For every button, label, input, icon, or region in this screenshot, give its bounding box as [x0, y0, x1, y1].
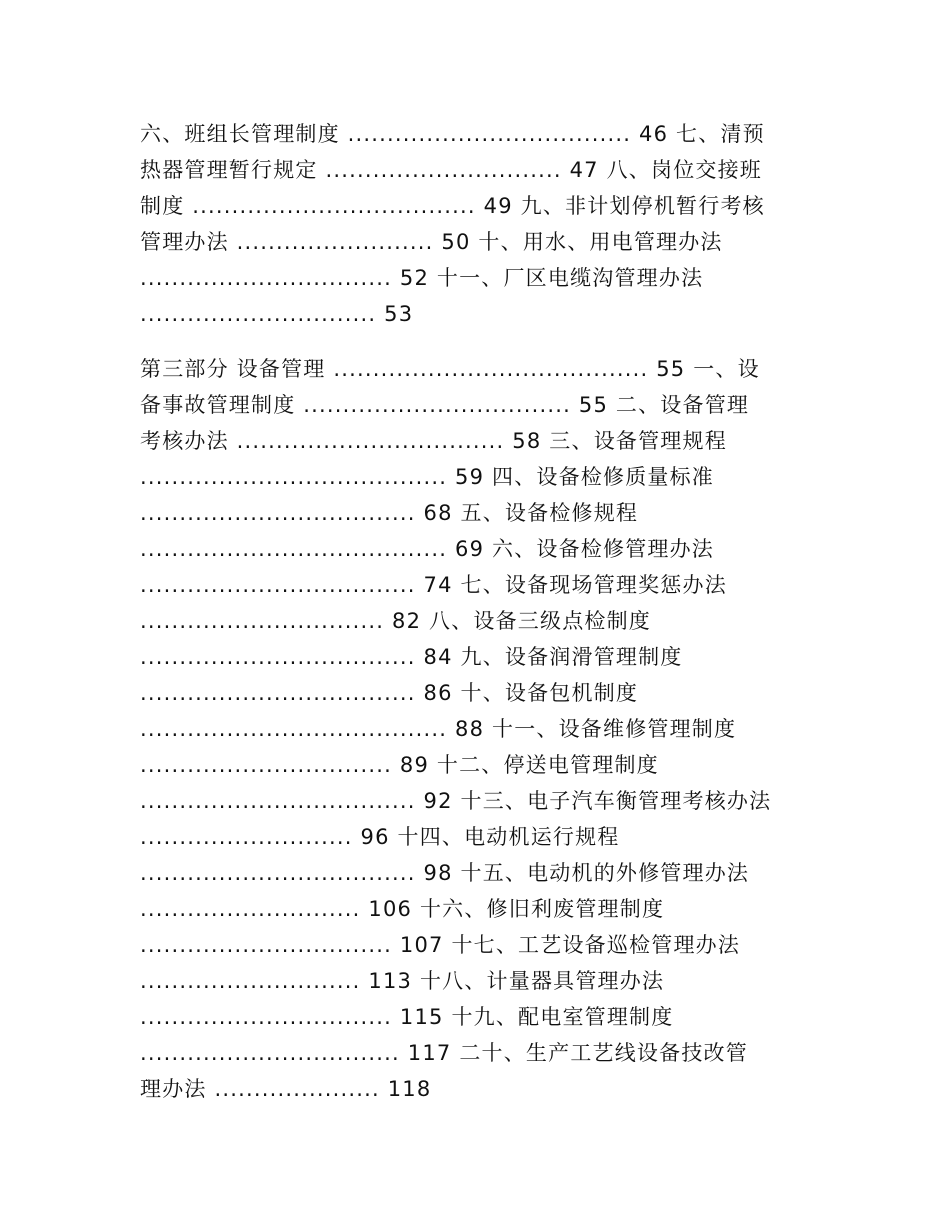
toc-section-heading-line: 第三部分 设备管理 ........................................ 55 一、设: [140, 357, 760, 381]
toc-line: ....................................... 69 六、设备检修管理办法: [140, 537, 715, 561]
toc-line: ............................ 113 十八、计量器具管理办法: [140, 969, 665, 993]
toc-line: 理办法 ..................... 118: [140, 1077, 432, 1101]
toc-line: ................................... 86 十、设备包机制度: [140, 681, 639, 705]
toc-line: ....................................... 59 四、设备检修质量标准: [140, 465, 715, 489]
toc-line: 考核办法 .................................. 58 三、设备管理规程: [140, 429, 727, 453]
toc-line: .............................. 53: [140, 302, 414, 326]
toc-line: ................................... 74 七、设备现场管理奖惩办法: [140, 573, 727, 597]
toc-line: ................................ 107 十七、工艺设备巡检管理办法: [140, 933, 741, 957]
toc-line: 六、班组长管理制度 .................................... 46 七、清预: [140, 122, 765, 146]
toc-line: ................................ 52 十一、厂区电缆沟管理办法: [140, 266, 704, 290]
toc-line: 制度 .................................... 49 九、非计划停机暂行考核: [140, 194, 765, 218]
toc-line: ....................................... 88 十一、设备维修管理制度: [140, 717, 737, 741]
toc-line: 管理办法 ......................... 50 十、用水、用电管理办法: [140, 230, 723, 254]
toc-line: ............................ 106 十六、修旧利废管理制度: [140, 897, 665, 921]
toc-line: ........................... 96 十四、电动机运行规程: [140, 825, 620, 849]
toc-line: ................................... 84 九、设备润滑管理制度: [140, 645, 683, 669]
toc-line: ................................. 117 二十、生产工艺线设备技改管: [140, 1041, 748, 1065]
toc-line: ............................... 82 八、设备三级点检制度: [140, 609, 652, 633]
toc-line: ................................ 115 十九、配电室管理制度: [140, 1005, 674, 1029]
toc-line: ................................... 98 十五、电动机的外修管理办法: [140, 861, 750, 885]
toc-line: ................................ 89 十二、停送电管理制度: [140, 753, 659, 777]
toc-line: 热器管理暂行规定 .............................. 47 八、岗位交接班: [140, 158, 763, 182]
toc-line: ................................... 92 十三、电子汽车衡管理考核办法: [140, 789, 772, 813]
toc-line: 备事故管理制度 .................................. 55 二、设备管理: [140, 393, 750, 417]
toc-line: ................................... 68 五、设备检修规程: [140, 501, 639, 525]
